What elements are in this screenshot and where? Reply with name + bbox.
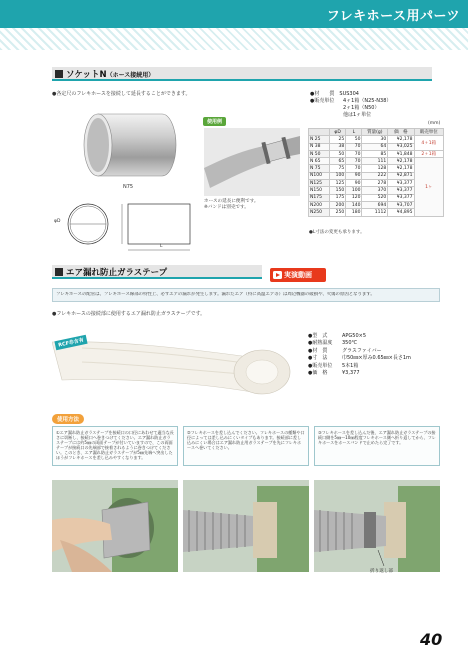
- tape-spec-row: ●価 格 ¥3,377: [308, 370, 360, 377]
- table-cell: 65: [329, 158, 345, 165]
- step-3-photo: [314, 480, 440, 572]
- step-1-photo: [52, 480, 178, 572]
- video-demo-button[interactable]: [270, 268, 326, 282]
- table-cell: ¥1,848: [388, 150, 414, 157]
- tape-spec-row: ●型 式 APG50×5: [308, 333, 367, 339]
- page-number: 40: [420, 630, 443, 649]
- unit-cell: 2ヶ1箱: [414, 150, 443, 157]
- step-1-text: ①エア漏れ防止ガラステープを接続口の口径にあわせて適当な長さに切断し、接続口へ巻きつけてください。エア漏れ防止ガラステープには約5㎜の両面テープが付いていますので、この両面テープが接続口の先端部で接着されるように巻きつけてください。このとき、エア漏れ防止ガラステープが5㎜先端へ突出したほうがフレキホースを差し込みやすくなります。: [56, 430, 174, 461]
- table-cell: 50: [329, 150, 345, 157]
- table-cell: 70: [346, 143, 362, 150]
- table-cell: 64: [362, 143, 388, 150]
- rcf-free-tag: RCF非含有: [54, 335, 87, 350]
- notice-text: フレキホースの配管は、フレキホース線部の特性上、必ずエアの漏れが発生します。漏れたエア（特に高温エア等）は周辺機器の破損や、火傷の原因となります。: [56, 292, 375, 297]
- table-header-cell: L: [346, 129, 362, 136]
- table-cell: 90: [346, 172, 362, 179]
- tape-spec-row: ●材 質 グラスファイバー: [308, 347, 382, 354]
- dim-l-label: L: [160, 244, 163, 249]
- table-cell: 100: [329, 172, 345, 179]
- table-cell: ¥2,178: [388, 136, 414, 143]
- socket-photo: [80, 108, 178, 183]
- table-cell: 85: [362, 150, 388, 157]
- table-cell: 520: [362, 194, 388, 201]
- section2-title: エア漏れ防止ガラステープ: [66, 268, 168, 278]
- table-cell: ¥3,377: [388, 187, 414, 194]
- table-header-row: [309, 129, 444, 136]
- step-1-box: [52, 426, 178, 466]
- tape-spec-row: ●耐熱温度 350℃: [308, 340, 358, 347]
- model-cell: N125: [309, 180, 330, 187]
- table-cell: ¥3,377: [388, 194, 414, 201]
- table-cell: 175: [329, 194, 345, 201]
- glass-tape-photo: [52, 322, 292, 396]
- table-cell: 125: [329, 180, 345, 187]
- sales-unit-line-3: 他は1ヶ単位: [343, 112, 372, 118]
- step-2-box: [183, 426, 309, 466]
- unit-cell: 1ヶ: [414, 158, 443, 216]
- table-cell: ¥2,178: [388, 158, 414, 165]
- model-cell: N150: [309, 187, 330, 194]
- step-2-text: ②フレキホースを差し込んでください。フレキホースの種類や口径によっては差し込みにくいタイプもあります。接続部に差し込みにくい場合はエア漏れ防止用ガラステープを先にフレキホースへ巻いてください。: [187, 430, 305, 451]
- tape-spec-row: ●販売単位 5本1箱: [308, 362, 359, 369]
- table-header-cell: [309, 129, 330, 136]
- model-cell: N 25: [309, 136, 330, 143]
- table-row: [309, 136, 444, 143]
- section1-intro: ●各定尺のフレキホースを接続して延長することができます。: [52, 91, 191, 97]
- table-cell: ¥3,707: [388, 201, 414, 208]
- model-cell: N200: [309, 201, 330, 208]
- table-cell: 222: [362, 172, 388, 179]
- notice-box: [52, 288, 440, 302]
- table-cell: 1112: [362, 209, 388, 216]
- table-cell: 140: [346, 201, 362, 208]
- table-cell: 250: [329, 209, 345, 216]
- table-cell: 25: [329, 136, 345, 143]
- socket-model-label: N75: [123, 184, 134, 190]
- table-cell: ¥2,178: [388, 165, 414, 172]
- dim-phi-label: φD: [54, 219, 61, 224]
- table-cell: 694: [362, 201, 388, 208]
- table-cell: 75: [329, 165, 345, 172]
- socket-spec-table: [308, 128, 444, 217]
- table-cell: 50: [346, 136, 362, 143]
- table-cell: ¥3,025: [388, 143, 414, 150]
- material-spec: ●材 質 SUS304: [310, 91, 359, 97]
- table-cell: ¥3,377: [388, 180, 414, 187]
- model-cell: N 75: [309, 165, 330, 172]
- table-cell: 90: [346, 180, 362, 187]
- tape-spec-list: [308, 333, 411, 377]
- table-unit-label: (mm): [428, 121, 441, 126]
- table-cell: 128: [362, 165, 388, 172]
- step-2-photo: [183, 480, 309, 572]
- socket-dimension-drawing: [60, 198, 200, 256]
- table-header-cell: 価 格: [388, 129, 414, 136]
- header-stripe-pattern: [0, 28, 468, 50]
- section1-marker-icon: [55, 70, 63, 78]
- table-cell: 70: [346, 150, 362, 157]
- usage-example-photo: [204, 128, 300, 196]
- table-header-cell: 販売単位: [414, 129, 443, 136]
- tape-spec-row: ●寸 法 巾50㎜×厚み0.65㎜×長さ1m: [308, 355, 411, 362]
- table-cell: 38: [329, 143, 345, 150]
- model-cell: N175: [309, 194, 330, 201]
- sales-unit-line-2: 2ヶ1箱（N50）: [343, 105, 380, 111]
- play-icon: [273, 271, 282, 279]
- unit-cell: 4ヶ1箱: [414, 136, 443, 151]
- usage-note-1: ホースの延長に便利です。: [204, 199, 259, 204]
- section2-marker-icon: [55, 268, 63, 276]
- table-cell: 200: [329, 201, 345, 208]
- video-demo-label: 実演動画: [284, 271, 312, 279]
- table-cell: 120: [346, 194, 362, 201]
- page-header-title: フレキホース用パーツ: [326, 9, 460, 24]
- table-header-cell: φD: [329, 129, 345, 136]
- table-cell: 111: [362, 158, 388, 165]
- table-cell: 150: [329, 187, 345, 194]
- table-cell: ¥2,871: [388, 172, 414, 179]
- section2-intro: ●フレキホースの接続部に使用するエア漏れ防止ガラステープです。: [52, 311, 206, 317]
- table-cell: 70: [346, 165, 362, 172]
- table-cell: 370: [362, 187, 388, 194]
- table-header-cell: 質量(g): [362, 129, 388, 136]
- step-3-box: [314, 426, 440, 466]
- usage-example-tag: 使用例: [203, 117, 226, 126]
- model-cell: N 65: [309, 158, 330, 165]
- section1-title: ソケットN（ホース接続用）: [66, 70, 155, 80]
- table-cell: 180: [346, 209, 362, 216]
- model-cell: N100: [309, 172, 330, 179]
- fold-back-label: 折り返し部: [370, 569, 393, 574]
- table-cell: 70: [346, 158, 362, 165]
- sales-unit-label: ●販売単位: [310, 98, 335, 104]
- model-cell: N 38: [309, 143, 330, 150]
- table-cell: ¥4,895: [388, 209, 414, 216]
- usage-method-tag: 使用方法: [52, 414, 84, 424]
- table-cell: 278: [362, 180, 388, 187]
- table-cell: 30: [362, 136, 388, 143]
- usage-note-2: ※バンドは別売です。: [204, 205, 249, 210]
- model-cell: N250: [309, 209, 330, 216]
- step-3-text: ③フレキホースを差し込んだ後、エア漏れ防止ガラステープの接続口側を5㎜〜10㎜程度フレキホース側へ折り返してから、フレキホースをホースバンドで止めたら完了です。: [318, 430, 436, 446]
- table-footnote: ●L寸法の変更も承ります。: [309, 230, 365, 235]
- table-cell: 100: [346, 187, 362, 194]
- table-row: [309, 150, 444, 157]
- table-row: [309, 158, 444, 165]
- model-cell: N 50: [309, 150, 330, 157]
- sales-unit-line-1: 4ヶ1箱（N25-N38）: [343, 98, 392, 104]
